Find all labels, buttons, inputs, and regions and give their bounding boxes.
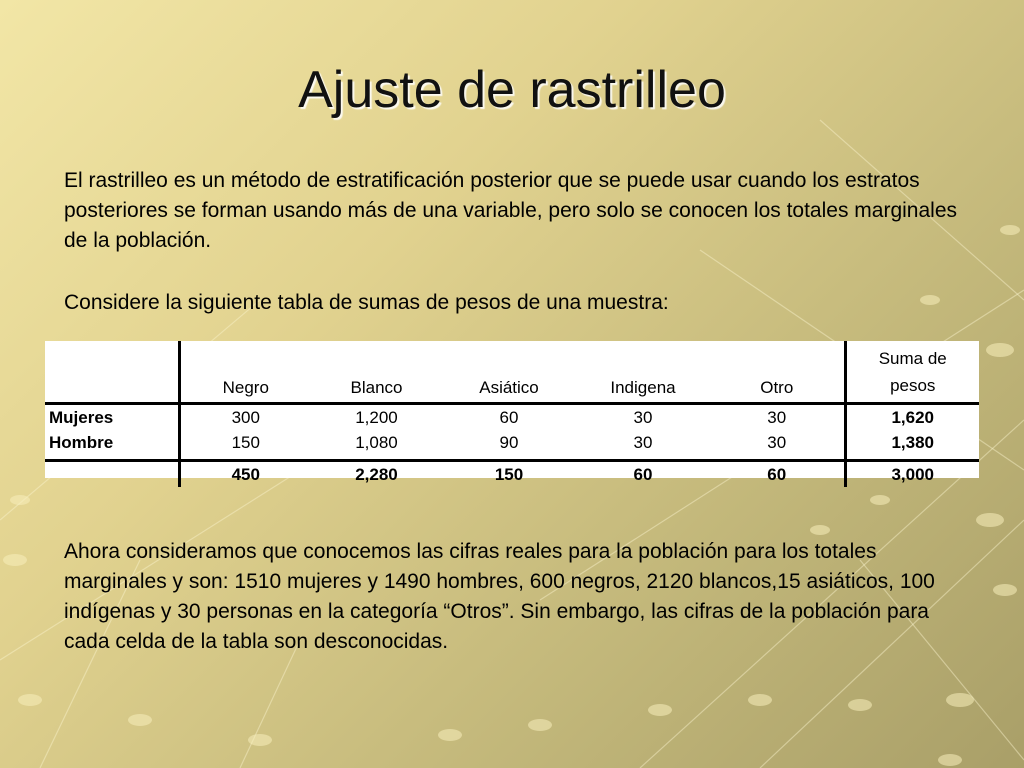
sum-header-line: pesos [890, 375, 936, 395]
table-cell: 30 [633, 407, 653, 427]
conclusion-paragraph: Ahora consideramos que conocemos las cifras reales para la población para los totales marginales y son: 1510 mujeres y 1490 hombres, 600 negros, 2120 blancos,15 asiáticos, 100 indígenas y 30 personas en la categoría “Otros”. Sin embargo, las cifras de la población para cada celda de la tabla son desconocidas. [64, 540, 935, 653]
row-label: Hombre [45, 430, 179, 461]
sum-column-header [845, 341, 979, 404]
table-cell: 300 [231, 407, 260, 427]
table-row [45, 430, 979, 461]
sum-header-line: Suma de [878, 348, 947, 368]
weights-table-container [45, 341, 979, 484]
grand-total-cell: 3,000 [845, 461, 979, 488]
row-sum-cell: 1,620 [845, 404, 979, 431]
total-label-cell [45, 461, 179, 488]
intro-paragraph: El rastrilleo es un método de estratificación posterior que se puede usar cuando los estratos posteriores se forman usando más de una variable, pero solo se conocen los totales marginales de la población. [64, 169, 958, 252]
total-cell: 450 [179, 461, 311, 488]
column-header: Otro [710, 341, 845, 404]
weights-table [45, 341, 979, 487]
table-cell: 30 [633, 432, 653, 452]
table-cell: 60 [499, 407, 519, 427]
table-row [45, 404, 979, 431]
table-cell: 30 [767, 407, 787, 427]
header-corner-cell [45, 341, 179, 404]
table-header-row [45, 341, 979, 404]
table-cell: 30 [767, 432, 787, 452]
row-label: Mujeres [45, 404, 179, 431]
table-total-row [45, 461, 979, 488]
table-cell: 150 [231, 432, 260, 452]
column-header: Indigena [576, 341, 710, 404]
column-header: Negro [179, 341, 311, 404]
total-cell: 60 [576, 461, 710, 488]
total-cell: 60 [710, 461, 845, 488]
table-intro-paragraph: Considere la siguiente tabla de sumas de pesos de una muestra: [64, 291, 669, 314]
table-cell: 1,080 [355, 432, 398, 452]
total-cell: 150 [442, 461, 576, 488]
table-cell: 90 [499, 432, 519, 452]
table-cell: 1,200 [355, 407, 398, 427]
column-header: Asiático [442, 341, 576, 404]
total-cell: 2,280 [311, 461, 442, 488]
row-sum-cell: 1,380 [845, 430, 979, 461]
column-header: Blanco [311, 341, 442, 404]
slide-title: Ajuste de rastrilleo [298, 61, 726, 119]
